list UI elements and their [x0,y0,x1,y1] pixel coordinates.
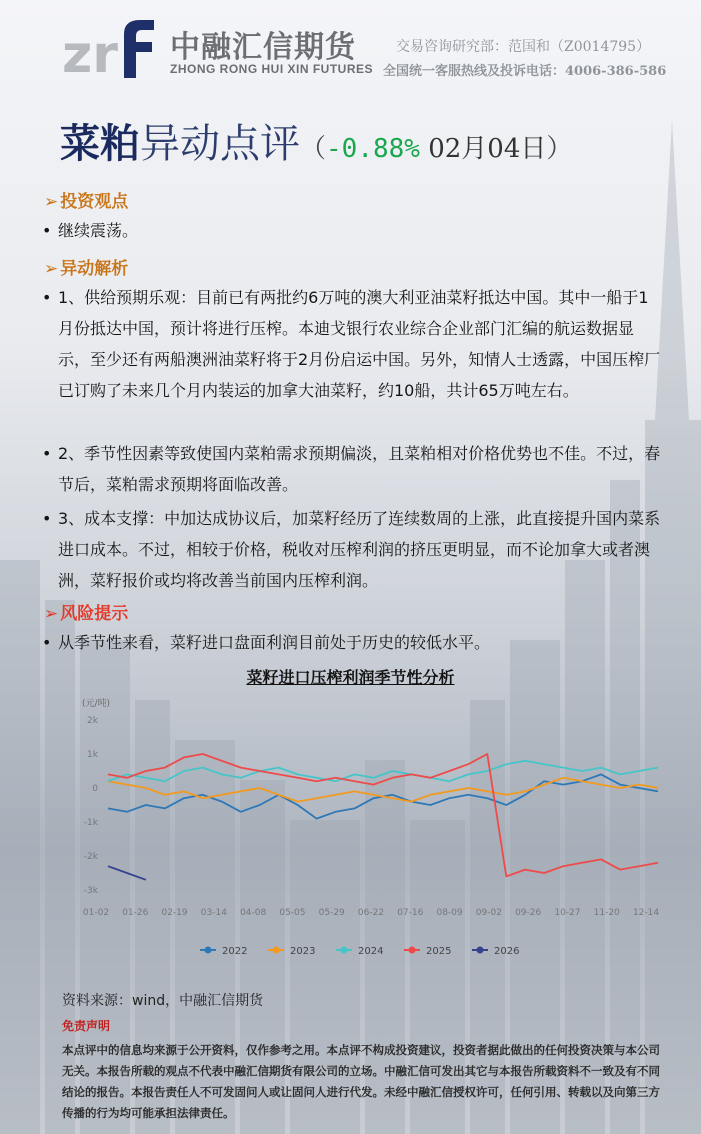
legend-marker-2026 [477,947,484,954]
x-tick-label: 10-27 [554,908,581,918]
section-heading-analysis: ➢ 异动解析 [44,259,129,279]
page-title [60,112,572,169]
x-tick-label: 07-16 [397,908,424,918]
company-name-en: ZHONG RONG HUI XIN FUTURES [170,62,374,76]
section-heading-view: ➢ 投资观点 [44,192,129,212]
svg-text:zr: zr [62,25,118,80]
list-item: • 3、成本支撑：中加达成协议后，加菜籽经历了连续数周的上涨，此直接提升国内菜系进口成本。不过，相较于价格，税收对压榨利润的挤压更明显，而不论加拿大或者澳洲，菜籽报价或均将改善当前国内压榨利润。 [42,509,661,590]
x-tick-label: 04-08 [240,908,267,918]
chart-title: 菜籽进口压榨利润季节性分析 [246,668,455,687]
zrf-logo-icon [62,12,162,80]
legend-marker-2024 [341,947,348,954]
x-tick-label: 12-14 [632,908,660,918]
y-tick-label: -2k [83,852,98,862]
arrow-icon: ➢ [44,604,59,624]
section-heading-risk: ➢ 风险提示 [44,604,129,624]
report-date: 02月04日 [419,134,547,164]
seasonal-profit-chart [78,690,678,970]
series-line-2024 [108,761,658,781]
x-tick-label: 11-20 [593,908,620,918]
source-note: 资料来源：wind，中融汇信期货 [62,993,264,1009]
series-line-2026 [108,866,146,880]
series-line-2025 [108,754,658,876]
y-tick-label: -1k [83,818,98,828]
hotline-contact: 全国统一客服热线及投诉电话：4006-386-586 [383,64,667,79]
price-change: -0.88% [326,134,420,164]
analyst-contact: 交易咨询研究部：范国和（Z0014795） [396,39,651,55]
x-tick-label: 08-09 [436,908,463,918]
arrow-icon: ➢ [44,259,59,279]
y-axis-label: (元/吨) [82,699,111,709]
legend-marker-2023 [273,947,280,954]
list-item: • 继续震荡。 [42,221,139,240]
x-tick-label: 06-22 [357,908,385,918]
list-item: • 2、季节性因素等致使国内菜粕需求预期偏淡，且菜粕相对价格优势也不佳。不过，春节后，菜粕需求预期将面临改善。 [42,444,661,494]
x-tick-label: 05-29 [318,908,345,918]
arrow-icon: ➢ [44,192,59,212]
disclaimer-text: 本点评中的信息均来源于公开资料，仅作参考之用。本点评不构成投资建议，投资者据此做出的任何投资决策与本公司无关。本报告所载的观点不代表中融汇信期货有限公司的立场。中融汇信可发出其它与本报告所载资料不一致及有不同结论的报告。本报告责任人不可发固问人或让固问人进行代发。未经中融汇信授权许可，任何引用、转载以及向第三方传播的行为均可能承担法律责任。 [62,1043,660,1120]
y-tick-label: -3k [83,886,98,896]
legend-label-2026: 2026 [494,946,520,957]
y-tick-label: 0 [92,784,98,794]
list-item: • 1、供给预期乐观：目前已有两批约6万吨的澳大利亚油菜籽抵达中国。其中一船于1月份抵达中国，预计将进行压榨。本迪戈银行农业综合企业部门汇编的航运数据显示，至少还有两船澳洲油菜籽将于2月份启运中国。另外，知情人士透露，中国压榨厂已订购了未来几个月内装运的加拿大油菜籽，约10船，共计65万吨左右。 [42,288,661,400]
x-tick-label: 09-02 [475,908,502,918]
legend-label-2024: 2024 [358,946,384,957]
legend-label-2022: 2022 [222,946,248,957]
title-paren-open: （ [300,134,327,164]
title-paren-close: ） [546,134,573,164]
legend-marker-2025 [409,947,416,954]
x-tick-label: 01-02 [82,908,110,918]
company-name-cn: 中融汇信期货 [170,30,356,65]
legend-marker-2022 [205,947,212,954]
x-tick-label: 09-26 [515,908,542,918]
x-tick-label: 03-14 [200,908,227,918]
title-type: 异动点评 [140,121,300,167]
x-tick-label: 05-05 [279,908,306,918]
title-commodity: 菜粕 [60,120,140,167]
disclaimer-title: 免责声明 [62,1019,111,1033]
y-tick-label: 1k [87,750,98,760]
x-tick-label: 01-26 [122,908,149,918]
x-tick-label: 02-19 [161,908,188,918]
legend-label-2025: 2025 [426,946,452,957]
header [0,0,701,92]
y-tick-label: 2k [87,716,98,726]
legend-label-2023: 2023 [290,946,316,957]
list-item: • 从季节性来看，菜籽进口盘面利润目前处于历史的较低水平。 [42,633,491,652]
